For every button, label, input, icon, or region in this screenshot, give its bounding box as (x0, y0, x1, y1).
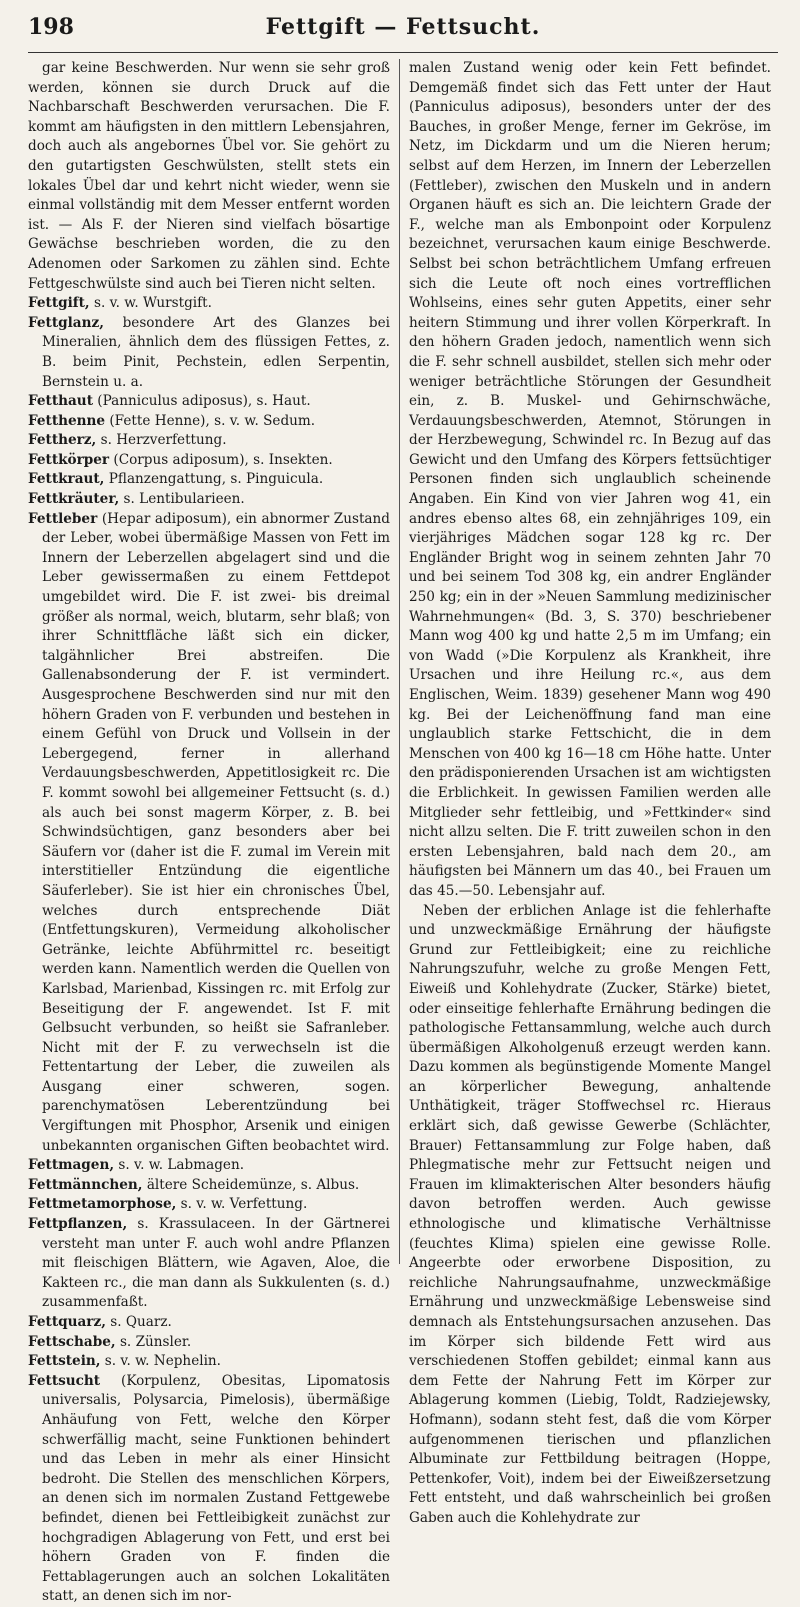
entry-body: ältere Scheidemünze, s. Albus. (142, 1176, 360, 1193)
entry-headword: Fetthenne (28, 412, 106, 429)
dictionary-entry (28, 314, 390, 392)
entry-body: s. Quarz. (105, 1314, 172, 1330)
text-columns (28, 59, 778, 1605)
entry-headword: Fettpflanzen, (28, 1216, 128, 1233)
body-paragraph: Neben der erblichen Anlage ist die fehlerhafte und unzweckmäßige Ernährung der häufigste Grund zur Fettleibigkeit; eine zu reichliche Nahrungszufuhr, welche zu große Mengen Fett, Eiweiß und Kohlehydrate (Zucker, Stärke) bietet, oder einseitige fehlerhafte Ernährung bedingen die pathologische Fettansammlung, welche auch durch übermäßigen Alkoholgenuß erzeugt werden kann. Dazu kommen als begünstigende Momente Mangel an körperlicher Bewegung, anhaltende Unthätigkeit, träger Stoffwechsel rc. Hieraus erklärt sich, daß gewisse Gewerbe (Schlächter, Brauer) Fettansammlung zur Folge haben, daß Phlegmatische mehr zur Fettsucht neigen und Frauen im klimakterischen Alter besonders häufig davon betroffen werden. Auch gewisse ethnologische und klimatische Verhältnisse (feuchtes Klima) spielen eine gewisse Rolle. Angeerbte oder erworbene Disposition, zu reichliche Nahrungsaufnahme, unzweckmäßige Ernährung und unzweckmäßige Lebensweise sind demnach als Entstehungsursachen anzusehen. Das im Körper sich bildende Fett wird aus verschiedenen Stoffen gebildet; einmal kann aus dem Fette der Nahrung Fett im Körper zur Ablagerung kommen (Liebig, Toldt, Radziejewsky, Hofmann), sodann steht fest, daß die vom Körper aufgenommenen tierischen und pflanzlichen Albuminate zur Fettbildung beitragen (Hoppe, Pettenkofer, Voit), indem bei der Eiweißzersetzung Fett entsteht, und daß wahrscheinlich bei großen Gaben auch die Kohlehydrate zur (409, 902, 771, 1526)
page-number: 198 (28, 14, 74, 40)
entry-body: s. Herzverfettung. (96, 432, 227, 449)
entry-body: s. v. w. Verfettung. (176, 1196, 308, 1213)
dictionary-entry (28, 451, 390, 471)
continued-paragraph: malen Zustand wenig oder kein Fett befindet. Demgemäß findet sich das Fett unter der Haut (Panniculus adiposus), besonders unter der des Bauches, in großer Menge, ferner im Gekröse, im Netz, im Dickdarm und um die Nieren herum; selbst auf dem Herzen, im Innern der Leberzellen (Fettleber), zwischen den Muskeln und in andern Organen häuft es sich an. Die leichtern Grade der F., welche man als Embonpoint oder Korpulenz bezeichnet, verursachen kaum einige Beschwerde. Selbst bei schon beträchtlichem Umfang erfreuen sich die Leute oft noch eines vortrefflichen Wohlseins, eines sehr guten Appetits, einer sehr heitern Stimmung und ihrer vollen Körperkraft. In den höhern Graden jedoch, namentlich wenn sich die F. sehr schnell ausbildet, stellen sich mehr oder weniger beträchtliche Störungen der Gesundheit ein, z. B. Muskel- und Gehirnschwäche, Verdauungsbeschwerden, Atemnot, Störungen in der Herzbewegung, Schwindel rc. In Bezug auf das Gewicht und den Umfang des Körpers fettsüchtiger Personen finden sich unglaublich scheinende Angaben. Ein Kind von vier Jahren wog 41, ein andres ebenso altes 68, ein zehnjähriges 109, ein vierjähriges Mädchen sogar 128 kg rc. Der Engländer Bright wog in seinem zehnten Jahr 70 und bei seinem Tod 308 kg, ein andrer Engländer 250 kg; ein in der »Neuen Sammlung medizinischer Wahrnehmungen« (Bd. 3, S. 370) beschriebener Mann wog 400 kg und hatte 2,5 m im Umfang; ein von Wadd (»Die Korpulenz als Krankheit, ihre Ursachen und ihre Heilung rc.«, aus dem Englischen, Weim. 1839) gesehener Mann wog 490 kg. Bei der Leichenöffnung fand man eine unglaublich starke Fettschicht, die in dem Menschen von 400 kg 16—18 cm Höhe hatte. Unter den prädisponierenden Ursachen ist am wichtigsten die Erblichkeit. In gewissen Familien werden alle Mitglieder sehr fettleibig, und »Fettkinder« sind nicht allzu selten. Die F. tritt zuweilen schon in den ersten Lebensjahren, bald nach dem 20., am häufigsten bei Männern um das 40., bei Frauen um das 45.—50. Lebensjahr auf. (409, 60, 771, 899)
dictionary-entry (28, 470, 390, 490)
entry-headword: Fettkörper (28, 451, 110, 468)
entry-body: Pflanzengattung, s. Pinguicula. (104, 471, 324, 488)
entry-body: (Korpulenz, Obesitas, Lipomatosis universalis, Polysarcia, Pimelosis), übermäßige Anhäufung von Fett, welche den Körper schwerfällig macht, seine Funktionen behindert und das Leben in mehr als einer Hinsicht bedroht. Die Stellen des menschlichen Körpers, an denen sich im normalen Zustand Fettgewebe befindet, dienen bei Fettleibigkeit zunächst zur hochgradigen Ablagerung von Fett, und erst bei höhern Graden von F. finden die Fettablagerungen auch an solchen Lokalitäten statt, an denen sich im nor- (42, 1372, 390, 1605)
entry-headword: Fettherz, (28, 432, 97, 449)
running-title: Fettgift — Fettsucht. (265, 14, 541, 40)
entry-headword: Fettschabe, (28, 1333, 116, 1350)
entry-body: s. v. w. Nephelin. (100, 1353, 222, 1370)
entry-headword: Fettmännchen, (28, 1176, 143, 1193)
dictionary-entry (28, 1333, 390, 1353)
entry-body: (Panniculus adiposus), s. Haut. (92, 393, 311, 410)
page-header (28, 14, 778, 53)
right-column (400, 59, 771, 1526)
dictionary-entry (28, 1313, 390, 1333)
entry-headword: Fettsucht (28, 1372, 101, 1389)
entry-body: s. v. w. Labmagen. (114, 1157, 245, 1174)
entry-body: s. Lentibularieen. (119, 491, 245, 508)
dictionary-entry (28, 1215, 390, 1313)
body-paragraph: gar keine Beschwerden. Nur wenn sie sehr groß werden, können sie durch Druck auf die Nachbarschaft Beschwerden verursachen. Die F. kommt am häufigsten in den mittlern Lebensjahren, doch auch als angebornes Übel vor. Sie gehört zu den gutartigsten Geschwülsten, stellt stets ein lokales Übel dar und kehrt nicht wieder, wenn sie einmal vollständig mit dem Messer entfernt worden ist. — Als F. der Nieren sind vielfach bösartige Gewächse beschrieben worden, die zu den Adenomen oder Sarkomen zu zählen sind. Echte Fettgeschwülste sind auch bei Tieren nicht selten. (28, 60, 390, 292)
dictionary-entry (28, 1176, 390, 1196)
left-column (28, 59, 399, 1605)
entry-headword: Fettquarz, (28, 1314, 106, 1330)
entry-headword: Fettmetamorphose, (28, 1196, 177, 1213)
dictionary-entry (28, 1195, 390, 1215)
dictionary-entry (28, 1156, 390, 1176)
entry-body: s. v. w. Wurstgift. (89, 295, 212, 312)
dictionary-entry (28, 510, 390, 1157)
entry-headword: Fetthaut (28, 393, 93, 410)
entry-headword: Fettkraut, (28, 471, 105, 488)
entry-headword: Fettgift, (28, 295, 90, 312)
entry-body: (Corpus adiposum), s. Insekten. (109, 451, 333, 468)
entry-headword: Fettstein, (28, 1353, 101, 1370)
entry-body: besondere Art des Glanzes bei Mineralien, ähnlich dem des flüssigen Fettes, z. B. beim Pinit, Pechstein, edlen Serpentin, Bernstein u. a. (42, 314, 390, 390)
dictionary-entry (28, 490, 390, 510)
dictionary-entry (28, 1352, 390, 1372)
dictionary-entry (28, 431, 390, 451)
dictionary-entry (28, 294, 390, 314)
entry-headword: Fettkräuter, (28, 491, 120, 508)
dictionary-entry (28, 392, 390, 412)
entry-headword: Fettmagen, (28, 1157, 115, 1174)
entry-body: s. Zünsler. (115, 1333, 192, 1350)
dictionary-entry (28, 1372, 390, 1607)
entry-body: (Hepar adiposum), ein abnormer Zustand der Leber, wobei übermäßige Massen von Fett im Innern der Leberzellen abgelagert sind und die Leber gewissermaßen zu einem Fettdepot umgebildet wird. Die F. ist zwei- bis dreimal größer als normal, weich, blutarm, sehr blaß; von ihrer Schnittfläche läßt sich ein dicker, talgähnlicher Brei abstreifen. Die Gallenabsonderung der F. ist vermindert. Ausgesprochene Beschwerden sind nur mit den höhern Graden von F. verbunden und bestehen in einem Gefühl von Druck und Vollsein in der Lebergegend, ferner in allerhand Verdauungsbeschwerden, Appetitlosigkeit rc. Die F. kommt sowohl bei allgemeiner Fettsucht (s. d.) als auch bei sonst magerm Körper, z. B. bei Schwindsüchtigen, ganz besonders aber bei Säufern vor (daher ist die F. zumal im Verein mit interstitieller Entzündung die eigentliche Säuferleber). Sie ist hier ein chronisches Übel, welches durch entsprechende Diät (Entfettungskuren), Vermeidung alkoholischer Getränke, leichte Abführmittel rc. beseitigt werden kann. Namentlich werden die Quellen von Karlsbad, Marienbad, Kissingen rc. mit Erfolg zur Beseitigung der F. angewendet. Ist F. mit Gelbsucht verbunden, so heißt sie Safranleber. Nicht mit der F. zu verwechseln ist die Fettentartung der Leber, die zuweilen als Ausgang einer schweren, sogen. parenchymatösen Leberentzündung bei Vergiftungen mit Phosphor, Arsenik und einigen unbekannten organischen Giften beobachtet wird. (42, 510, 390, 1154)
entry-headword: Fettleber (28, 510, 98, 527)
dictionary-entry (28, 412, 390, 432)
entry-body: (Fette Henne), s. v. w. Sedum. (105, 412, 316, 429)
entry-headword: Fettglanz, (28, 314, 104, 331)
entry-body: s. Krassulaceen. In der Gärtnerei versteht man unter F. auch wohl andre Pflanzen mit fleischigen Blättern, wie Agaven, Aloe, die Kakteen rc., die man dann als Sukkulenten (s. d.) zusammenfaßt. (42, 1216, 390, 1311)
